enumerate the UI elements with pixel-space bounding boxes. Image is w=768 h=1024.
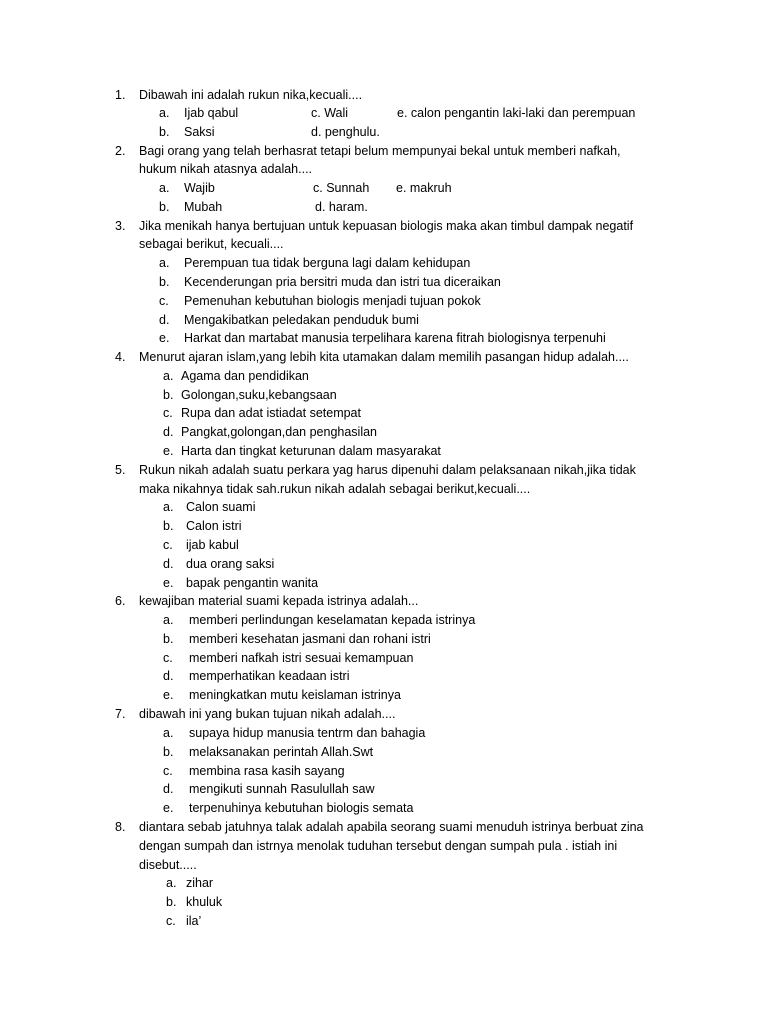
option-text: Harkat dan martabat manusia terpelihara karena fitrah biologisnya terpenuhi bbox=[184, 331, 606, 345]
question-number: 2. bbox=[115, 144, 126, 158]
option-text: memberi nafkah istri sesuai kemampuan bbox=[189, 651, 414, 665]
option-letter: e. bbox=[163, 444, 174, 458]
option-letter: d. bbox=[163, 557, 174, 571]
option-row bbox=[0, 576, 768, 594]
question-text: disebut..... bbox=[139, 858, 197, 872]
question-text: diantara sebab jatuhnya talak adalah apabila seorang suami menuduh istrinya berbuat zina bbox=[139, 820, 644, 834]
option-text: dua orang saksi bbox=[186, 557, 275, 571]
option-row bbox=[0, 406, 768, 424]
option-letter: c. bbox=[159, 294, 169, 308]
option-row bbox=[0, 613, 768, 631]
option-row bbox=[0, 256, 768, 274]
option-text: Ijab qabul bbox=[184, 106, 239, 120]
option-text: Calon istri bbox=[186, 519, 242, 533]
option-row bbox=[0, 557, 768, 575]
question-number: 4. bbox=[115, 350, 126, 364]
option-row bbox=[0, 782, 768, 800]
option-row bbox=[0, 632, 768, 650]
option-text: melaksanakan perintah Allah.Swt bbox=[189, 745, 374, 759]
question-text: Dibawah ini adalah rukun nika,kecuali.... bbox=[139, 88, 363, 102]
option-row bbox=[0, 125, 768, 143]
option-row bbox=[0, 425, 768, 443]
option-row bbox=[0, 106, 768, 124]
question-number: 6. bbox=[115, 594, 126, 608]
option-row bbox=[0, 651, 768, 669]
question-text: Jika menikah hanya bertujuan untuk kepuasan biologis maka akan timbul dampak negatif bbox=[139, 219, 634, 233]
option-letter: e. bbox=[163, 801, 174, 815]
option-letter: a. bbox=[159, 256, 170, 270]
option-text: d. penghulu. bbox=[311, 125, 380, 139]
option-letter: b. bbox=[166, 895, 177, 909]
option-letter: a. bbox=[159, 181, 170, 195]
option-row bbox=[0, 294, 768, 312]
option-row bbox=[0, 764, 768, 782]
option-text: Saksi bbox=[184, 125, 215, 139]
option-text: d. haram. bbox=[315, 200, 368, 214]
question-text: sebagai berikut, kecuali.... bbox=[139, 237, 284, 251]
option-text: Pemenuhan kebutuhan biologis menjadi tujuan pokok bbox=[184, 294, 481, 308]
option-letter: b. bbox=[163, 519, 174, 533]
option-letter: e. bbox=[163, 576, 174, 590]
option-letter: d. bbox=[163, 669, 174, 683]
option-letter: d. bbox=[159, 313, 170, 327]
question-text: kewajiban material suami kepada istrinya adalah... bbox=[139, 594, 419, 608]
option-text: Pangkat,golongan,dan penghasilan bbox=[181, 425, 378, 439]
option-text: Wajib bbox=[184, 181, 215, 195]
option-letter: a. bbox=[163, 613, 174, 627]
option-row bbox=[0, 538, 768, 556]
option-letter: c. bbox=[163, 406, 173, 420]
option-row bbox=[0, 519, 768, 537]
option-letter: b. bbox=[159, 200, 170, 214]
option-row bbox=[0, 331, 768, 349]
option-row bbox=[0, 669, 768, 687]
option-letter: a. bbox=[163, 500, 174, 514]
option-row bbox=[0, 275, 768, 293]
option-text: e. makruh bbox=[396, 181, 452, 195]
option-text: zihar bbox=[186, 876, 214, 890]
option-row bbox=[0, 444, 768, 462]
question-text: maka nikahnya tidak sah.rukun nikah adalah sebagai berikut,kecuali.... bbox=[139, 482, 531, 496]
question-text: dengan sumpah dan istrnya menolak tuduhan tersebut dengan sumpah pula . istiah ini bbox=[139, 839, 618, 853]
option-row bbox=[0, 388, 768, 406]
option-letter: b. bbox=[163, 745, 174, 759]
option-letter: b. bbox=[159, 275, 170, 289]
option-row bbox=[0, 726, 768, 744]
question-text: Menurut ajaran islam,yang lebih kita utamakan dalam memilih pasangan hidup adalah.... bbox=[139, 350, 629, 364]
option-text: ila’ bbox=[186, 914, 202, 928]
option-text: terpenuhinya kebutuhan biologis semata bbox=[189, 801, 414, 815]
option-text: supaya hidup manusia tentrm dan bahagia bbox=[189, 726, 426, 740]
option-text: Calon suami bbox=[186, 500, 256, 514]
option-text: Mubah bbox=[184, 200, 223, 214]
option-row bbox=[0, 801, 768, 819]
option-text: Mengakibatkan peledakan penduduk bumi bbox=[184, 313, 419, 327]
option-text: e. calon pengantin laki-laki dan perempuan bbox=[397, 106, 636, 120]
option-text: ijab kabul bbox=[186, 538, 239, 552]
option-text: mengikuti sunnah Rasulullah saw bbox=[189, 782, 375, 796]
option-letter: d. bbox=[163, 425, 174, 439]
option-text: Rupa dan adat istiadat setempat bbox=[181, 406, 361, 420]
option-row bbox=[0, 313, 768, 331]
option-text: Harta dan tingkat keturunan dalam masyarakat bbox=[181, 444, 441, 458]
option-row bbox=[0, 200, 768, 218]
option-row bbox=[0, 500, 768, 518]
option-row bbox=[0, 688, 768, 706]
option-text: memberi kesehatan jasmani dan rohani istri bbox=[189, 632, 431, 646]
question-number: 3. bbox=[115, 219, 126, 233]
option-letter: b. bbox=[159, 125, 170, 139]
question-number: 5. bbox=[115, 463, 126, 477]
option-text: Golongan,suku,kebangsaan bbox=[181, 388, 337, 402]
question-text: dibawah ini yang bukan tujuan nikah adalah.... bbox=[139, 707, 396, 721]
question-number: 1. bbox=[115, 88, 126, 102]
option-text: Agama dan pendidikan bbox=[181, 369, 309, 383]
option-row bbox=[0, 369, 768, 387]
option-text: meningkatkan mutu keislaman istrinya bbox=[189, 688, 401, 702]
option-letter: e. bbox=[159, 331, 170, 345]
option-letter: b. bbox=[163, 632, 174, 646]
option-letter: d. bbox=[163, 782, 174, 796]
option-text: bapak pengantin wanita bbox=[186, 576, 319, 590]
option-row bbox=[0, 745, 768, 763]
option-text: Perempuan tua tidak berguna lagi dalam kehidupan bbox=[184, 256, 471, 270]
option-text: c. Sunnah bbox=[313, 181, 370, 195]
option-letter: a. bbox=[159, 106, 170, 120]
option-letter: c. bbox=[166, 914, 176, 928]
option-text: membina rasa kasih sayang bbox=[189, 764, 345, 778]
option-text: memperhatikan keadaan istri bbox=[189, 669, 350, 683]
option-text: c. Wali bbox=[311, 106, 349, 120]
question-number: 7. bbox=[115, 707, 126, 721]
question-number: 8. bbox=[115, 820, 126, 834]
question-text: hukum nikah atasnya adalah.... bbox=[139, 162, 313, 176]
question-text: Rukun nikah adalah suatu perkara yag harus dipenuhi dalam pelaksanaan nikah,jika tidak bbox=[139, 463, 636, 477]
option-text: memberi perlindungan keselamatan kepada istrinya bbox=[189, 613, 476, 627]
question-text: Bagi orang yang telah berhasrat tetapi belum mempunyai bekal untuk memberi nafkah, bbox=[139, 144, 621, 158]
option-letter: e. bbox=[163, 688, 174, 702]
option-text: Kecenderungan pria bersitri muda dan istri tua diceraikan bbox=[184, 275, 501, 289]
option-row bbox=[0, 914, 768, 932]
option-letter: b. bbox=[163, 388, 174, 402]
option-row bbox=[0, 876, 768, 894]
option-letter: c. bbox=[163, 651, 173, 665]
option-row bbox=[0, 895, 768, 913]
option-row bbox=[0, 181, 768, 199]
option-letter: c. bbox=[163, 538, 173, 552]
option-letter: a. bbox=[163, 369, 174, 383]
option-text: khuluk bbox=[186, 895, 223, 909]
option-letter: a. bbox=[163, 726, 174, 740]
option-letter: a. bbox=[166, 876, 177, 890]
option-letter: c. bbox=[163, 764, 173, 778]
